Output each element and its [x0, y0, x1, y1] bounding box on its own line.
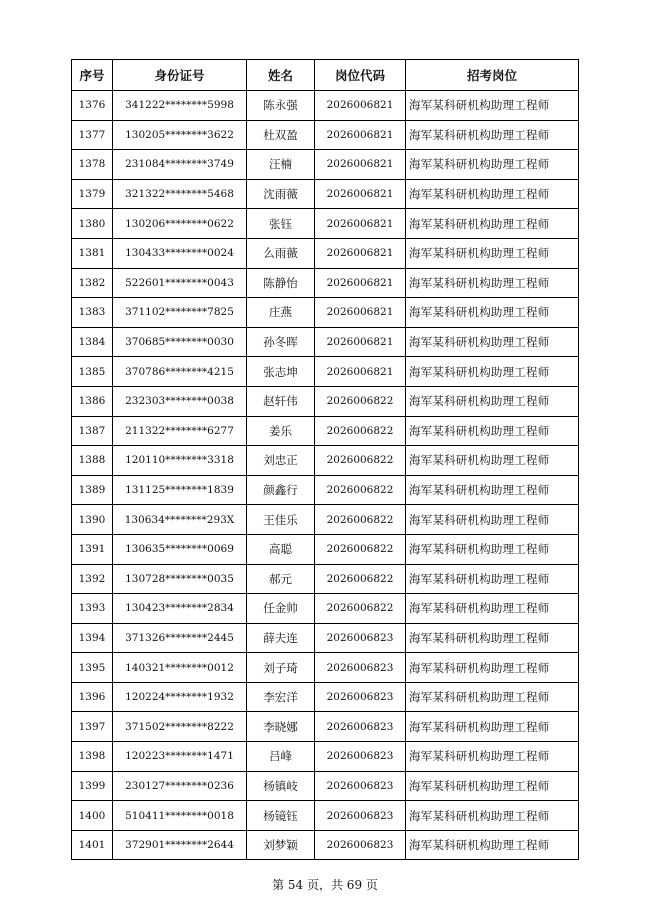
table-row: [72, 505, 579, 535]
cell-name: 陈静怡: [247, 268, 315, 298]
cell-id-number: 120110********3318: [113, 446, 247, 476]
table-row: [72, 475, 579, 505]
header-name: 姓名: [247, 60, 315, 91]
cell-position-code: 2026006822: [315, 505, 406, 535]
cell-position-code: 2026006823: [315, 801, 406, 831]
table-row: [72, 209, 579, 239]
cell-position: 海军某科研机构助理工程师: [406, 564, 579, 594]
cell-position-code: 2026006821: [315, 150, 406, 180]
cell-position: 海军某科研机构助理工程师: [406, 653, 579, 683]
cell-name: 王佳乐: [247, 505, 315, 535]
cell-id-number: 370786********4215: [113, 357, 247, 387]
cell-position: 海军某科研机构助理工程师: [406, 623, 579, 653]
cell-id-number: 510411********0018: [113, 801, 247, 831]
table-row: [72, 534, 579, 564]
table-row: [72, 357, 579, 387]
cell-name: 赵轩伟: [247, 386, 315, 416]
cell-position: 海军某科研机构助理工程师: [406, 386, 579, 416]
header-row: [72, 60, 579, 91]
cell-name: 吕峰: [247, 742, 315, 772]
header-id-number: 身份证号: [113, 60, 247, 91]
cell-name: 刘梦颖: [247, 830, 315, 860]
cell-seq: 1386: [72, 386, 113, 416]
cell-id-number: 211322********6277: [113, 416, 247, 446]
table-row: [72, 801, 579, 831]
cell-position-code: 2026006823: [315, 623, 406, 653]
cell-position: 海军某科研机构助理工程师: [406, 771, 579, 801]
cell-name: 李宏洋: [247, 682, 315, 712]
table-row: [72, 742, 579, 772]
table-row: [72, 653, 579, 683]
cell-position: 海军某科研机构助理工程师: [406, 238, 579, 268]
cell-position-code: 2026006821: [315, 298, 406, 328]
header-position: 招考岗位: [406, 60, 579, 91]
cell-seq: 1385: [72, 357, 113, 387]
cell-seq: 1379: [72, 179, 113, 209]
cell-seq: 1400: [72, 801, 113, 831]
cell-position-code: 2026006821: [315, 327, 406, 357]
table-row: [72, 446, 579, 476]
cell-position: 海军某科研机构助理工程师: [406, 327, 579, 357]
cell-id-number: 370685********0030: [113, 327, 247, 357]
cell-name: 杨镇岐: [247, 771, 315, 801]
cell-id-number: 131125********1839: [113, 475, 247, 505]
cell-position: 海军某科研机构助理工程师: [406, 120, 579, 150]
table-row: [72, 623, 579, 653]
cell-seq: 1395: [72, 653, 113, 683]
cell-seq: 1390: [72, 505, 113, 535]
cell-position-code: 2026006822: [315, 534, 406, 564]
cell-seq: 1396: [72, 682, 113, 712]
page-footer: 第 54 页，共 69 页: [272, 878, 378, 892]
cell-position: 海军某科研机构助理工程师: [406, 298, 579, 328]
cell-name: 郝元: [247, 564, 315, 594]
cell-seq: 1377: [72, 120, 113, 150]
cell-position-code: 2026006821: [315, 209, 406, 239]
cell-name: 张钰: [247, 209, 315, 239]
candidate-table: [71, 59, 579, 860]
cell-position-code: 2026006823: [315, 682, 406, 712]
cell-id-number: 130728********0035: [113, 564, 247, 594]
cell-name: 杜双盈: [247, 120, 315, 150]
cell-id-number: 140321********0012: [113, 653, 247, 683]
cell-id-number: 371502********8222: [113, 712, 247, 742]
cell-seq: 1392: [72, 564, 113, 594]
cell-position-code: 2026006822: [315, 446, 406, 476]
cell-name: 张志坤: [247, 357, 315, 387]
header-seq: 序号: [72, 60, 113, 91]
cell-name: 李晓娜: [247, 712, 315, 742]
cell-name: 薛夫连: [247, 623, 315, 653]
cell-id-number: 522601********0043: [113, 268, 247, 298]
table-row: [72, 712, 579, 742]
table-row: [72, 682, 579, 712]
cell-id-number: 232303********0038: [113, 386, 247, 416]
cell-seq: 1391: [72, 534, 113, 564]
cell-name: 孙冬晖: [247, 327, 315, 357]
cell-name: 高聪: [247, 534, 315, 564]
cell-name: 刘子琦: [247, 653, 315, 683]
cell-position-code: 2026006821: [315, 357, 406, 387]
cell-position: 海军某科研机构助理工程师: [406, 179, 579, 209]
cell-seq: 1397: [72, 712, 113, 742]
cell-seq: 1399: [72, 771, 113, 801]
table-row: [72, 386, 579, 416]
cell-position: 海军某科研机构助理工程师: [406, 742, 579, 772]
cell-position: 海军某科研机构助理工程师: [406, 268, 579, 298]
table-row: [72, 771, 579, 801]
header-position-code: 岗位代码: [315, 60, 406, 91]
cell-position-code: 2026006822: [315, 386, 406, 416]
table-row: [72, 298, 579, 328]
cell-position-code: 2026006821: [315, 120, 406, 150]
cell-seq: 1376: [72, 91, 113, 121]
cell-id-number: 130634********293X: [113, 505, 247, 535]
cell-name: 颜鑫行: [247, 475, 315, 505]
cell-position-code: 2026006821: [315, 268, 406, 298]
cell-position-code: 2026006823: [315, 712, 406, 742]
cell-name: 姜乐: [247, 416, 315, 446]
table-row: [72, 327, 579, 357]
cell-seq: 1378: [72, 150, 113, 180]
cell-position: 海军某科研机构助理工程师: [406, 357, 579, 387]
cell-id-number: 130206********0622: [113, 209, 247, 239]
cell-id-number: 371102********7825: [113, 298, 247, 328]
cell-name: 任金帅: [247, 594, 315, 624]
cell-position: 海军某科研机构助理工程师: [406, 416, 579, 446]
cell-seq: 1380: [72, 209, 113, 239]
cell-position-code: 2026006821: [315, 238, 406, 268]
cell-position-code: 2026006823: [315, 771, 406, 801]
table-row: [72, 91, 579, 121]
cell-seq: 1381: [72, 238, 113, 268]
cell-seq: 1394: [72, 623, 113, 653]
table-row: [72, 564, 579, 594]
cell-position-code: 2026006822: [315, 594, 406, 624]
cell-id-number: 230127********0236: [113, 771, 247, 801]
cell-id-number: 231084********3749: [113, 150, 247, 180]
cell-position: 海军某科研机构助理工程师: [406, 209, 579, 239]
cell-seq: 1387: [72, 416, 113, 446]
cell-seq: 1382: [72, 268, 113, 298]
table-row: [72, 238, 579, 268]
cell-name: 庄燕: [247, 298, 315, 328]
cell-id-number: 120224********1932: [113, 682, 247, 712]
cell-position: 海军某科研机构助理工程师: [406, 475, 579, 505]
cell-position-code: 2026006823: [315, 653, 406, 683]
table-row: [72, 120, 579, 150]
cell-position: 海军某科研机构助理工程师: [406, 534, 579, 564]
cell-position: 海军某科研机构助理工程师: [406, 505, 579, 535]
cell-position: 海军某科研机构助理工程师: [406, 446, 579, 476]
cell-name: 汪楠: [247, 150, 315, 180]
cell-name: 沈雨薇: [247, 179, 315, 209]
cell-id-number: 130433********0024: [113, 238, 247, 268]
cell-name: 陈永强: [247, 91, 315, 121]
table-row: [72, 416, 579, 446]
cell-id-number: 130205********3622: [113, 120, 247, 150]
cell-id-number: 130423********2834: [113, 594, 247, 624]
cell-position: 海军某科研机构助理工程师: [406, 594, 579, 624]
cell-id-number: 130635********0069: [113, 534, 247, 564]
table-row: [72, 830, 579, 860]
cell-position: 海军某科研机构助理工程师: [406, 801, 579, 831]
cell-id-number: 321322********5468: [113, 179, 247, 209]
table-row: [72, 268, 579, 298]
cell-position: 海军某科研机构助理工程师: [406, 150, 579, 180]
cell-id-number: 371326********2445: [113, 623, 247, 653]
cell-position-code: 2026006822: [315, 416, 406, 446]
cell-seq: 1383: [72, 298, 113, 328]
cell-seq: 1389: [72, 475, 113, 505]
cell-seq: 1398: [72, 742, 113, 772]
cell-position: 海军某科研机构助理工程师: [406, 91, 579, 121]
table-row: [72, 150, 579, 180]
table-row: [72, 179, 579, 209]
cell-position-code: 2026006821: [315, 179, 406, 209]
cell-position-code: 2026006821: [315, 91, 406, 121]
cell-position-code: 2026006822: [315, 475, 406, 505]
cell-position-code: 2026006822: [315, 564, 406, 594]
cell-position: 海军某科研机构助理工程师: [406, 712, 579, 742]
cell-seq: 1388: [72, 446, 113, 476]
cell-name: 么雨薇: [247, 238, 315, 268]
cell-id-number: 120223********1471: [113, 742, 247, 772]
cell-id-number: 372901********2644: [113, 830, 247, 860]
cell-position-code: 2026006823: [315, 830, 406, 860]
cell-name: 刘忠正: [247, 446, 315, 476]
cell-id-number: 341222********5998: [113, 91, 247, 121]
cell-seq: 1393: [72, 594, 113, 624]
cell-name: 杨镜钰: [247, 801, 315, 831]
cell-position-code: 2026006823: [315, 742, 406, 772]
cell-seq: 1401: [72, 830, 113, 860]
table-body: [72, 91, 579, 860]
cell-position: 海军某科研机构助理工程师: [406, 830, 579, 860]
cell-seq: 1384: [72, 327, 113, 357]
table-row: [72, 594, 579, 624]
table-header: [72, 60, 579, 91]
cell-position: 海军某科研机构助理工程师: [406, 682, 579, 712]
